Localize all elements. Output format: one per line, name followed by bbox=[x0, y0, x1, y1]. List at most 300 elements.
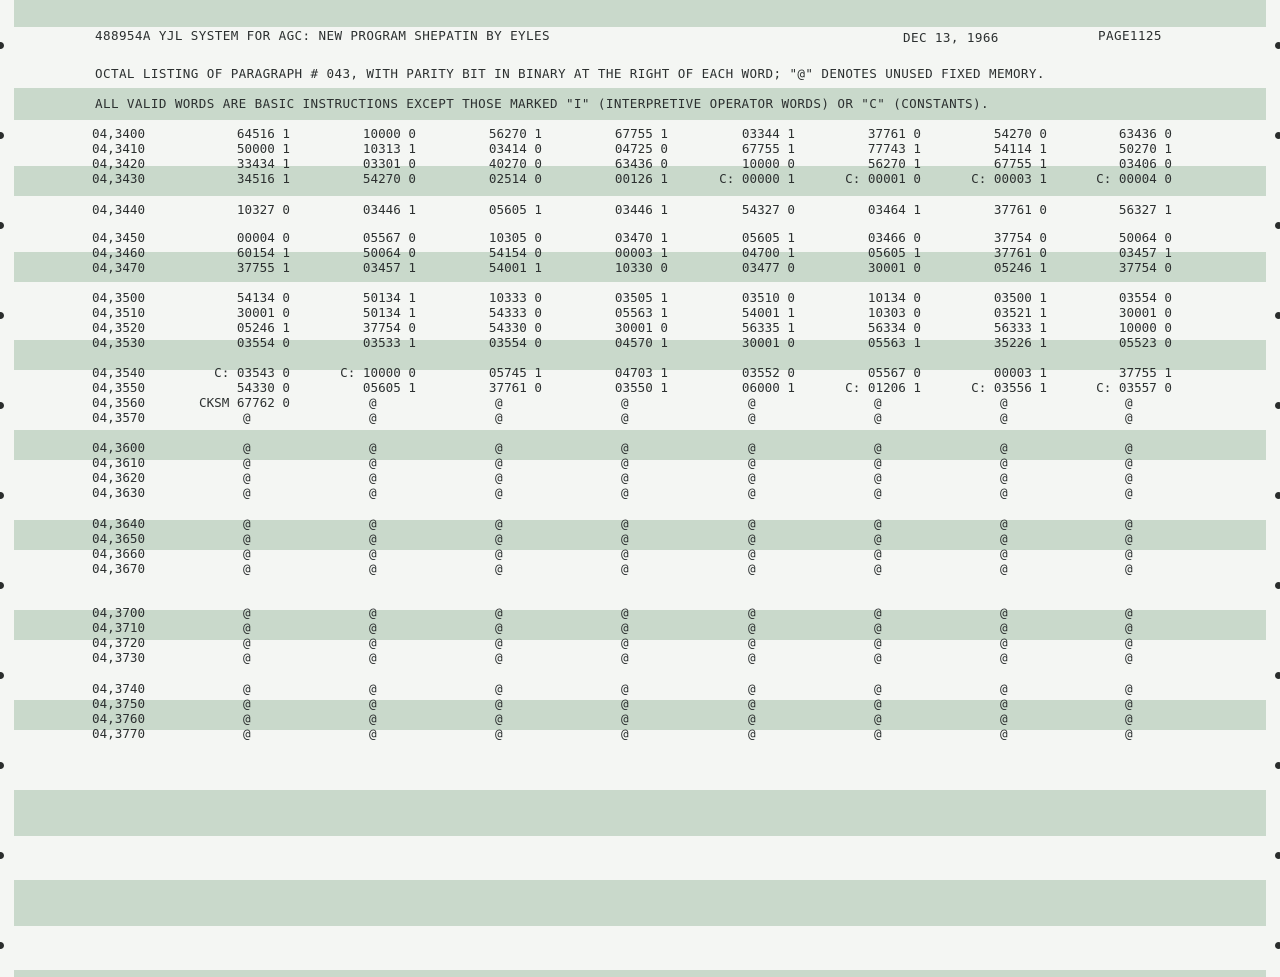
word-cell: @ bbox=[748, 516, 756, 531]
word-cell: @ bbox=[1125, 516, 1133, 531]
table-row bbox=[0, 335, 1280, 350]
word-cell: @ bbox=[1000, 726, 1008, 741]
word-cell: 33434 1 bbox=[236, 156, 290, 171]
word-cell: 40270 0 bbox=[488, 156, 542, 171]
address-cell: 04,3550 bbox=[92, 380, 146, 395]
feed-hole bbox=[0, 42, 4, 49]
table-row bbox=[0, 561, 1280, 576]
word-cell: @ bbox=[748, 711, 756, 726]
word-cell: @ bbox=[369, 650, 377, 665]
word-cell: @ bbox=[874, 620, 882, 635]
word-cell: 05523 0 bbox=[1118, 335, 1172, 350]
word-cell: 04725 0 bbox=[614, 141, 668, 156]
word-cell: 05605 1 bbox=[741, 230, 795, 245]
word-cell: @ bbox=[1000, 620, 1008, 635]
address-cell: 04,3740 bbox=[92, 681, 146, 696]
word-cell: @ bbox=[369, 440, 377, 455]
word-cell: @ bbox=[1125, 681, 1133, 696]
word-cell: 54333 0 bbox=[488, 305, 542, 320]
word-cell: 10000 0 bbox=[362, 126, 416, 141]
address-cell: 04,3540 bbox=[92, 365, 146, 380]
word-cell: @ bbox=[369, 681, 377, 696]
word-cell: 03470 1 bbox=[614, 230, 668, 245]
word-cell: 03466 0 bbox=[867, 230, 921, 245]
word-cell: 03457 1 bbox=[362, 260, 416, 275]
word-cell: 10303 0 bbox=[867, 305, 921, 320]
table-row bbox=[0, 681, 1280, 696]
word-cell: @ bbox=[369, 531, 377, 546]
table-row bbox=[0, 726, 1280, 741]
word-cell: 03446 1 bbox=[362, 202, 416, 217]
word-cell: @ bbox=[369, 485, 377, 500]
address-cell: 04,3400 bbox=[92, 126, 146, 141]
word-cell: @ bbox=[621, 561, 629, 576]
word-cell: 03446 1 bbox=[614, 202, 668, 217]
word-cell: 64516 1 bbox=[236, 126, 290, 141]
word-cell: @ bbox=[1125, 440, 1133, 455]
address-cell: 04,3620 bbox=[92, 470, 146, 485]
word-cell: @ bbox=[621, 516, 629, 531]
word-cell: @ bbox=[1125, 711, 1133, 726]
word-cell: @ bbox=[495, 531, 503, 546]
address-cell: 04,3760 bbox=[92, 711, 146, 726]
word-cell: @ bbox=[495, 516, 503, 531]
word-cell: 30001 0 bbox=[867, 260, 921, 275]
word-cell: @ bbox=[369, 726, 377, 741]
word-cell: @ bbox=[748, 650, 756, 665]
word-cell: @ bbox=[369, 696, 377, 711]
word-cell: 37761 0 bbox=[993, 202, 1047, 217]
word-cell: 56335 1 bbox=[741, 320, 795, 335]
word-cell: @ bbox=[495, 711, 503, 726]
word-cell: @ bbox=[243, 726, 251, 741]
feed-hole bbox=[1275, 942, 1280, 949]
word-cell: @ bbox=[495, 485, 503, 500]
word-cell: 54001 1 bbox=[741, 305, 795, 320]
word-cell: C: 03556 1 bbox=[971, 380, 1047, 395]
word-cell: @ bbox=[874, 635, 882, 650]
word-cell: @ bbox=[1000, 635, 1008, 650]
word-cell: 54327 0 bbox=[741, 202, 795, 217]
word-cell: 50064 0 bbox=[1118, 230, 1172, 245]
word-cell: C: 00000 1 bbox=[719, 171, 795, 186]
word-cell: C: 01206 1 bbox=[845, 380, 921, 395]
word-cell: @ bbox=[243, 410, 251, 425]
page-number: PAGE1125 bbox=[1098, 28, 1162, 43]
word-cell: @ bbox=[495, 546, 503, 561]
word-cell: 05567 0 bbox=[362, 230, 416, 245]
word-cell: @ bbox=[1000, 470, 1008, 485]
word-cell: 03521 1 bbox=[993, 305, 1047, 320]
word-cell: @ bbox=[874, 726, 882, 741]
word-cell: @ bbox=[1125, 605, 1133, 620]
word-cell: 30001 0 bbox=[1118, 305, 1172, 320]
word-cell: @ bbox=[748, 531, 756, 546]
address-cell: 04,3500 bbox=[92, 290, 146, 305]
word-cell: @ bbox=[748, 561, 756, 576]
word-cell: @ bbox=[243, 470, 251, 485]
word-cell: 56270 1 bbox=[488, 126, 542, 141]
word-cell: 03505 1 bbox=[614, 290, 668, 305]
word-cell: @ bbox=[1000, 650, 1008, 665]
word-cell: @ bbox=[369, 546, 377, 561]
listing-title: 488954A YJL SYSTEM FOR AGC: NEW PROGRAM SHEPATIN BY EYLES bbox=[95, 28, 550, 43]
address-cell: 04,3530 bbox=[92, 335, 146, 350]
word-cell: C: 00003 1 bbox=[971, 171, 1047, 186]
word-cell: 10000 0 bbox=[1118, 320, 1172, 335]
address-cell: 04,3670 bbox=[92, 561, 146, 576]
word-cell: @ bbox=[748, 546, 756, 561]
table-row bbox=[0, 605, 1280, 620]
word-cell: @ bbox=[748, 635, 756, 650]
word-cell: @ bbox=[369, 561, 377, 576]
feed-hole bbox=[0, 852, 4, 859]
address-cell: 04,3710 bbox=[92, 620, 146, 635]
word-cell: 54270 0 bbox=[362, 171, 416, 186]
word-cell: @ bbox=[495, 561, 503, 576]
word-cell: 30001 0 bbox=[614, 320, 668, 335]
address-cell: 04,3520 bbox=[92, 320, 146, 335]
word-cell: 54001 1 bbox=[488, 260, 542, 275]
table-row bbox=[0, 696, 1280, 711]
word-cell: 37755 1 bbox=[1118, 365, 1172, 380]
listing-description: OCTAL LISTING OF PARAGRAPH # 043, WITH PARITY BIT IN BINARY AT THE RIGHT OF EACH WORD; "@" DENOTES UNUSED FIXED MEMORY. bbox=[95, 66, 1045, 81]
word-cell: @ bbox=[243, 546, 251, 561]
word-cell: @ bbox=[874, 681, 882, 696]
word-cell: @ bbox=[1000, 531, 1008, 546]
word-cell: 05605 1 bbox=[362, 380, 416, 395]
word-cell: @ bbox=[369, 470, 377, 485]
address-cell: 04,3470 bbox=[92, 260, 146, 275]
word-cell: 63436 0 bbox=[1118, 126, 1172, 141]
word-cell: 54134 0 bbox=[236, 290, 290, 305]
address-cell: 04,3660 bbox=[92, 546, 146, 561]
word-cell: 03406 0 bbox=[1118, 156, 1172, 171]
word-cell: 37754 0 bbox=[1118, 260, 1172, 275]
word-cell: @ bbox=[621, 726, 629, 741]
word-cell: @ bbox=[369, 516, 377, 531]
word-cell: @ bbox=[495, 395, 503, 410]
word-cell: @ bbox=[495, 410, 503, 425]
word-cell: @ bbox=[1000, 485, 1008, 500]
word-cell: @ bbox=[621, 620, 629, 635]
word-cell: 03457 1 bbox=[1118, 245, 1172, 260]
word-cell: @ bbox=[1125, 485, 1133, 500]
word-cell: 04570 1 bbox=[614, 335, 668, 350]
address-cell: 04,3560 bbox=[92, 395, 146, 410]
word-cell: @ bbox=[748, 470, 756, 485]
table-row bbox=[0, 455, 1280, 470]
word-cell: @ bbox=[243, 681, 251, 696]
word-cell: @ bbox=[1125, 635, 1133, 650]
word-cell: @ bbox=[621, 696, 629, 711]
word-cell: 56270 1 bbox=[867, 156, 921, 171]
word-cell: @ bbox=[874, 531, 882, 546]
address-cell: 04,3650 bbox=[92, 531, 146, 546]
feed-hole bbox=[0, 672, 4, 679]
table-row bbox=[0, 410, 1280, 425]
feed-hole bbox=[1275, 762, 1280, 769]
word-cell: @ bbox=[748, 455, 756, 470]
table-row bbox=[0, 171, 1280, 186]
word-cell: @ bbox=[874, 650, 882, 665]
address-cell: 04,3430 bbox=[92, 171, 146, 186]
feed-hole bbox=[1275, 42, 1280, 49]
table-row bbox=[0, 202, 1280, 217]
word-cell: @ bbox=[495, 696, 503, 711]
table-row bbox=[0, 635, 1280, 650]
table-row bbox=[0, 320, 1280, 335]
table-row bbox=[0, 245, 1280, 260]
word-cell: 35226 1 bbox=[993, 335, 1047, 350]
word-cell: @ bbox=[621, 650, 629, 665]
feed-hole bbox=[0, 942, 4, 949]
table-row bbox=[0, 650, 1280, 665]
word-cell: @ bbox=[495, 455, 503, 470]
word-cell: 04703 1 bbox=[614, 365, 668, 380]
table-row bbox=[0, 485, 1280, 500]
word-cell: @ bbox=[495, 620, 503, 635]
word-cell: @ bbox=[243, 485, 251, 500]
address-cell: 04,3600 bbox=[92, 440, 146, 455]
table-row bbox=[0, 230, 1280, 245]
table-row bbox=[0, 516, 1280, 531]
word-cell: @ bbox=[1125, 395, 1133, 410]
word-cell: @ bbox=[369, 635, 377, 650]
word-cell: @ bbox=[748, 620, 756, 635]
table-row bbox=[0, 305, 1280, 320]
word-cell: @ bbox=[874, 696, 882, 711]
word-cell: @ bbox=[369, 455, 377, 470]
word-cell: @ bbox=[748, 395, 756, 410]
word-cell: @ bbox=[621, 410, 629, 425]
word-cell: @ bbox=[874, 516, 882, 531]
word-cell: 06000 1 bbox=[741, 380, 795, 395]
word-cell: 03344 1 bbox=[741, 126, 795, 141]
word-cell: @ bbox=[748, 410, 756, 425]
word-cell: @ bbox=[621, 395, 629, 410]
word-cell: C: 00004 0 bbox=[1096, 171, 1172, 186]
word-cell: @ bbox=[621, 681, 629, 696]
address-cell: 04,3720 bbox=[92, 635, 146, 650]
word-cell: 50134 1 bbox=[362, 305, 416, 320]
word-cell: 00003 1 bbox=[614, 245, 668, 260]
word-cell: 03550 1 bbox=[614, 380, 668, 395]
word-cell: 54270 0 bbox=[993, 126, 1047, 141]
word-cell: 30001 0 bbox=[236, 305, 290, 320]
word-cell: 03464 1 bbox=[867, 202, 921, 217]
word-cell: @ bbox=[1000, 561, 1008, 576]
address-cell: 04,3510 bbox=[92, 305, 146, 320]
table-row bbox=[0, 380, 1280, 395]
word-cell: 60154 1 bbox=[236, 245, 290, 260]
word-cell: @ bbox=[621, 635, 629, 650]
word-cell: @ bbox=[369, 395, 377, 410]
word-cell: @ bbox=[1000, 395, 1008, 410]
word-cell: @ bbox=[1000, 711, 1008, 726]
word-cell: 37761 0 bbox=[867, 126, 921, 141]
word-cell: @ bbox=[874, 470, 882, 485]
word-cell: @ bbox=[1125, 726, 1133, 741]
word-cell: 77743 1 bbox=[867, 141, 921, 156]
word-cell: @ bbox=[748, 485, 756, 500]
word-cell: 34516 1 bbox=[236, 171, 290, 186]
word-cell: @ bbox=[243, 635, 251, 650]
word-cell: 37754 0 bbox=[993, 230, 1047, 245]
word-cell: 63436 0 bbox=[614, 156, 668, 171]
word-cell: CKSM 67762 0 bbox=[199, 395, 290, 410]
word-cell: 03554 0 bbox=[488, 335, 542, 350]
word-cell: @ bbox=[1000, 696, 1008, 711]
word-cell: 03533 1 bbox=[362, 335, 416, 350]
address-cell: 04,3640 bbox=[92, 516, 146, 531]
word-cell: C: 03543 0 bbox=[214, 365, 290, 380]
word-cell: @ bbox=[748, 696, 756, 711]
word-cell: 56327 1 bbox=[1118, 202, 1172, 217]
word-cell: 50064 0 bbox=[362, 245, 416, 260]
word-cell: @ bbox=[369, 410, 377, 425]
word-cell: 00126 1 bbox=[614, 171, 668, 186]
word-cell: 56334 0 bbox=[867, 320, 921, 335]
word-cell: 05563 1 bbox=[867, 335, 921, 350]
word-cell: @ bbox=[243, 516, 251, 531]
word-cell: 00004 0 bbox=[236, 230, 290, 245]
feed-hole bbox=[0, 222, 4, 229]
table-row bbox=[0, 141, 1280, 156]
table-row bbox=[0, 260, 1280, 275]
word-cell: @ bbox=[1125, 696, 1133, 711]
address-cell: 04,3420 bbox=[92, 156, 146, 171]
word-cell: C: 10000 0 bbox=[340, 365, 416, 380]
feed-hole bbox=[1275, 222, 1280, 229]
word-cell: @ bbox=[874, 410, 882, 425]
address-cell: 04,3770 bbox=[92, 726, 146, 741]
listing-date: DEC 13, 1966 bbox=[903, 30, 999, 45]
table-row bbox=[0, 470, 1280, 485]
word-cell: @ bbox=[369, 620, 377, 635]
paper-band bbox=[14, 0, 1266, 27]
word-cell: @ bbox=[1125, 455, 1133, 470]
word-cell: 50270 1 bbox=[1118, 141, 1172, 156]
word-cell: 67755 1 bbox=[993, 156, 1047, 171]
word-cell: 05605 1 bbox=[867, 245, 921, 260]
word-cell: 50000 1 bbox=[236, 141, 290, 156]
paper-band bbox=[14, 880, 1266, 926]
table-row bbox=[0, 711, 1280, 726]
address-cell: 04,3610 bbox=[92, 455, 146, 470]
word-cell: @ bbox=[1125, 410, 1133, 425]
paper-band bbox=[14, 790, 1266, 836]
word-cell: @ bbox=[495, 635, 503, 650]
word-cell: 54154 0 bbox=[488, 245, 542, 260]
word-cell: @ bbox=[495, 681, 503, 696]
word-cell: 04700 1 bbox=[741, 245, 795, 260]
word-cell: 03510 0 bbox=[741, 290, 795, 305]
table-row bbox=[0, 620, 1280, 635]
word-cell: 03477 0 bbox=[741, 260, 795, 275]
word-cell: @ bbox=[1125, 546, 1133, 561]
word-cell: @ bbox=[1000, 546, 1008, 561]
word-cell: @ bbox=[243, 561, 251, 576]
word-cell: @ bbox=[369, 711, 377, 726]
word-cell: 30001 0 bbox=[741, 335, 795, 350]
word-cell: 00003 1 bbox=[993, 365, 1047, 380]
address-cell: 04,3730 bbox=[92, 650, 146, 665]
word-cell: @ bbox=[1125, 561, 1133, 576]
word-cell: 03554 0 bbox=[236, 335, 290, 350]
table-row bbox=[0, 395, 1280, 410]
word-cell: 10134 0 bbox=[867, 290, 921, 305]
table-row bbox=[0, 531, 1280, 546]
word-cell: C: 03557 0 bbox=[1096, 380, 1172, 395]
word-cell: @ bbox=[621, 711, 629, 726]
word-cell: 37761 0 bbox=[993, 245, 1047, 260]
listing-note: ALL VALID WORDS ARE BASIC INSTRUCTIONS EXCEPT THOSE MARKED "I" (INTERPRETIVE OPERATOR WORDS) OR "C" (CONSTANTS). bbox=[95, 96, 989, 111]
word-cell: @ bbox=[243, 440, 251, 455]
address-cell: 04,3410 bbox=[92, 141, 146, 156]
word-cell: @ bbox=[621, 455, 629, 470]
word-cell: @ bbox=[369, 605, 377, 620]
word-cell: 05246 1 bbox=[236, 320, 290, 335]
word-cell: @ bbox=[243, 455, 251, 470]
table-row bbox=[0, 440, 1280, 455]
word-cell: @ bbox=[874, 485, 882, 500]
word-cell: @ bbox=[874, 440, 882, 455]
word-cell: @ bbox=[621, 605, 629, 620]
word-cell: @ bbox=[495, 605, 503, 620]
word-cell: @ bbox=[495, 440, 503, 455]
word-cell: 03552 0 bbox=[741, 365, 795, 380]
word-cell: 03500 1 bbox=[993, 290, 1047, 305]
address-cell: 04,3750 bbox=[92, 696, 146, 711]
word-cell: @ bbox=[874, 605, 882, 620]
table-row bbox=[0, 126, 1280, 141]
word-cell: @ bbox=[495, 470, 503, 485]
table-row bbox=[0, 546, 1280, 561]
word-cell: @ bbox=[621, 485, 629, 500]
table-row bbox=[0, 156, 1280, 171]
word-cell: @ bbox=[243, 620, 251, 635]
word-cell: @ bbox=[874, 546, 882, 561]
word-cell: 37755 1 bbox=[236, 260, 290, 275]
word-cell: 10305 0 bbox=[488, 230, 542, 245]
word-cell: 05246 1 bbox=[993, 260, 1047, 275]
word-cell: @ bbox=[1000, 516, 1008, 531]
word-cell: @ bbox=[243, 650, 251, 665]
word-cell: @ bbox=[874, 395, 882, 410]
word-cell: 37754 0 bbox=[362, 320, 416, 335]
word-cell: 03301 0 bbox=[362, 156, 416, 171]
word-cell: @ bbox=[1000, 605, 1008, 620]
word-cell: @ bbox=[495, 650, 503, 665]
word-cell: @ bbox=[243, 711, 251, 726]
word-cell: @ bbox=[874, 455, 882, 470]
word-cell: 54330 0 bbox=[236, 380, 290, 395]
word-cell: @ bbox=[495, 726, 503, 741]
feed-hole bbox=[0, 582, 4, 589]
word-cell: @ bbox=[748, 605, 756, 620]
word-cell: @ bbox=[621, 531, 629, 546]
word-cell: @ bbox=[621, 546, 629, 561]
word-cell: @ bbox=[621, 470, 629, 485]
word-cell: 03414 0 bbox=[488, 141, 542, 156]
address-cell: 04,3440 bbox=[92, 202, 146, 217]
table-row bbox=[0, 290, 1280, 305]
feed-hole bbox=[0, 762, 4, 769]
address-cell: 04,3460 bbox=[92, 245, 146, 260]
paper-band bbox=[14, 970, 1266, 977]
feed-hole bbox=[1275, 852, 1280, 859]
